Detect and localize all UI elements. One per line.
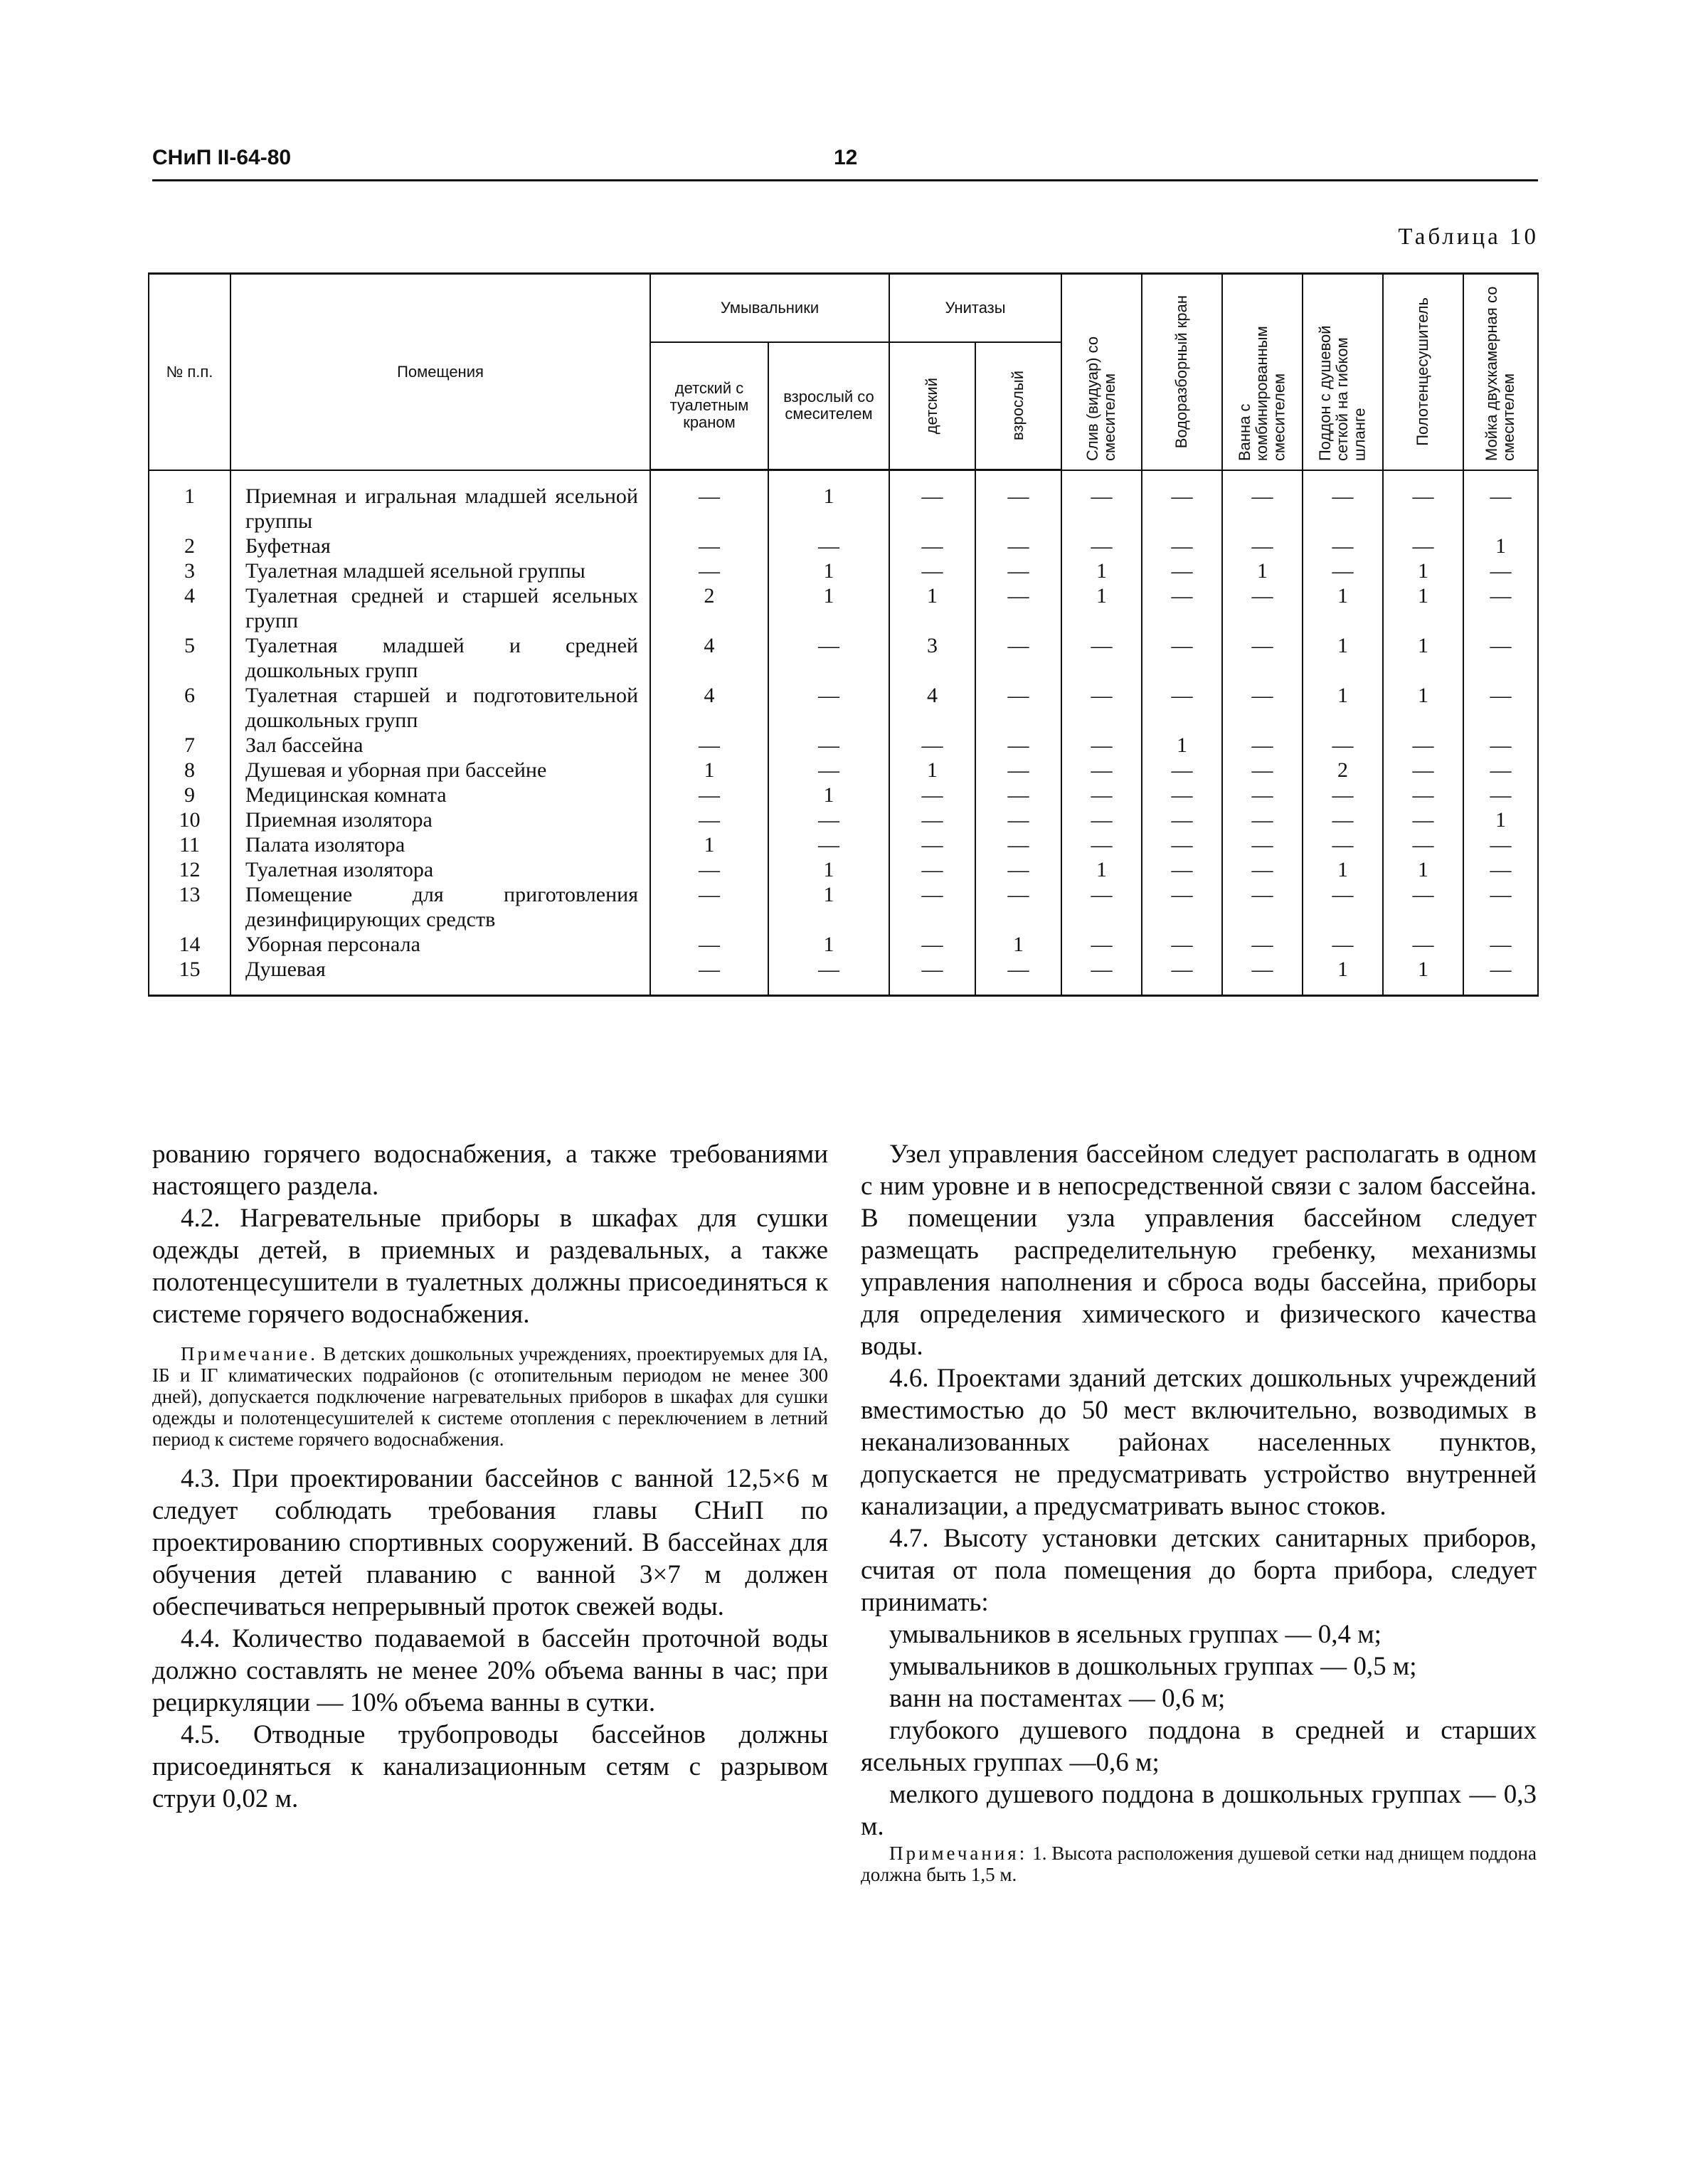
list-item: глубокого душевого поддона в средней и старших ясельных группах —0,6 м; xyxy=(861,1716,1537,1777)
cell: 1 xyxy=(1463,534,1538,558)
cell: 1 xyxy=(1061,558,1142,583)
cell: — xyxy=(1222,633,1303,683)
cell: — xyxy=(650,733,768,758)
header-rule xyxy=(152,179,1538,181)
header-room: Помещения xyxy=(230,274,650,470)
cell: — xyxy=(1222,534,1303,558)
header-drain-text: Слив (видуар) со смесителем xyxy=(1083,336,1119,461)
room-name: Туалетная старшей и подготовительной дошкольных групп xyxy=(230,683,650,733)
cell: 4 xyxy=(650,683,768,733)
room-name: Туалетная младшей ясельной группы xyxy=(230,558,650,583)
cell: — xyxy=(975,832,1061,857)
header-toilet-adult xyxy=(975,342,1061,470)
paragraph-4-5: 4.5. Отводные трубопроводы бассейнов должны присоединяться к канализационным сетям с разрывом струи 0,02 м. xyxy=(152,1720,828,1813)
header-bath-text: Ванна с комбинированным смесителем xyxy=(1236,326,1288,461)
row-number: 10 xyxy=(149,807,230,832)
cell: 4 xyxy=(650,633,768,683)
right-column xyxy=(861,1138,1537,1898)
table-row xyxy=(149,807,1538,832)
table-row xyxy=(149,470,1538,534)
cell: — xyxy=(1222,857,1303,882)
cell: — xyxy=(975,857,1061,882)
cell: 1 xyxy=(1303,633,1383,683)
cell: — xyxy=(1303,783,1383,807)
cell: — xyxy=(1061,957,1142,996)
table-caption: Таблица 10 xyxy=(1398,224,1539,250)
row-number: 13 xyxy=(149,882,230,932)
list-item: ванн на постаментах — 0,6 м; xyxy=(889,1684,1226,1713)
cell: — xyxy=(975,633,1061,683)
fixtures-table xyxy=(148,272,1539,997)
row-number: 4 xyxy=(149,583,230,633)
room-name: Туалетная младшей и средней дошкольных групп xyxy=(230,633,650,683)
header-towel-text: Полотенцесушитель xyxy=(1414,297,1432,447)
cell: — xyxy=(975,783,1061,807)
header-tray xyxy=(1303,274,1383,470)
table-body xyxy=(149,470,1538,996)
room-name: Буфетная xyxy=(230,534,650,558)
cell: — xyxy=(1303,832,1383,857)
cell: — xyxy=(1383,470,1463,534)
cell: — xyxy=(1061,783,1142,807)
cell: — xyxy=(1303,534,1383,558)
cell: 1 xyxy=(975,932,1061,957)
cell: — xyxy=(975,470,1061,534)
cell: — xyxy=(975,683,1061,733)
cell: 1 xyxy=(1383,857,1463,882)
cell: — xyxy=(1061,807,1142,832)
header-num: № п.п. xyxy=(149,274,230,470)
table-row xyxy=(149,882,1538,932)
row-number: 14 xyxy=(149,932,230,957)
cell: — xyxy=(1222,783,1303,807)
room-name: Палата изолятора xyxy=(230,832,650,857)
page-number: 12 xyxy=(834,146,858,169)
paragraph-4-3: 4.3. При проектировании бассейнов с ванной 12,5×6 м следует соблюдать требования главы СНиП по проектированию спортивных сооружений. В бассейнах для обучения детей плаванию с ванной 3×7 м должен обеспечиваться непрерывный проток свежей воды. xyxy=(152,1464,828,1621)
cell: — xyxy=(1463,882,1538,932)
header-tap xyxy=(1142,274,1222,470)
cell: 1 xyxy=(1061,857,1142,882)
cell: — xyxy=(975,583,1061,633)
cell: — xyxy=(1303,733,1383,758)
cell: — xyxy=(975,758,1061,783)
cell: — xyxy=(1463,733,1538,758)
left-column xyxy=(152,1138,828,1815)
header-toilet-adult-text: взрослый xyxy=(1009,371,1027,441)
table-row xyxy=(149,957,1538,996)
room-name: Туалетная средней и старшей ясельных групп xyxy=(230,583,650,633)
cell: — xyxy=(1463,633,1538,683)
room-name: Душевая xyxy=(230,957,650,996)
cell: — xyxy=(1142,857,1222,882)
row-number: 3 xyxy=(149,558,230,583)
cell: 1 xyxy=(1463,807,1538,832)
cell: — xyxy=(1061,733,1142,758)
cell: — xyxy=(1463,857,1538,882)
cell: — xyxy=(1222,882,1303,932)
cell: 1 xyxy=(1222,558,1303,583)
cell: 1 xyxy=(1303,583,1383,633)
room-name: Зал бассейна xyxy=(230,733,650,758)
cell: 1 xyxy=(768,470,889,534)
cell: — xyxy=(1303,470,1383,534)
header-toilets: Унитазы xyxy=(889,274,1061,342)
table-row xyxy=(149,932,1538,957)
room-name: Душевая и уборная при бассейне xyxy=(230,758,650,783)
list-item: умывальников в ясельных группах — 0,4 м; xyxy=(889,1620,1382,1649)
cell: — xyxy=(889,857,975,882)
row-number: 9 xyxy=(149,783,230,807)
cell: 1 xyxy=(768,583,889,633)
cell: — xyxy=(1142,683,1222,733)
cell: — xyxy=(768,633,889,683)
paragraph-4-7: 4.7. Высоту установки детских санитарных приборов, считая от пола помещения до борта прибора, следует принимать: xyxy=(861,1524,1537,1617)
cell: — xyxy=(1142,932,1222,957)
cell: 2 xyxy=(1303,758,1383,783)
cell: 1 xyxy=(768,783,889,807)
cell: — xyxy=(650,857,768,882)
cell: — xyxy=(650,957,768,996)
cell: — xyxy=(1222,832,1303,857)
notes xyxy=(861,1843,1537,1885)
cell: 1 xyxy=(1383,683,1463,733)
cell: — xyxy=(650,882,768,932)
row-number: 1 xyxy=(149,470,230,534)
cell: — xyxy=(1061,470,1142,534)
cell: 1 xyxy=(650,758,768,783)
paragraph-pool-control: Узел управления бассейном следует располагать в одном с ним уровне и в непосредственной связи с залом бассейна. В помещении узла управления бассейном следует размещать распределительную гребенку, механизмы управления наполнения и сброса воды бассейна, приборы для определения химического и физического качества воды. xyxy=(861,1140,1537,1361)
header-washbasins: Умывальники xyxy=(650,274,889,342)
header-toilet-child xyxy=(889,342,975,470)
cell: — xyxy=(1142,832,1222,857)
cell: — xyxy=(1142,633,1222,683)
header-sink xyxy=(1463,274,1538,470)
cell: — xyxy=(1222,932,1303,957)
table-row xyxy=(149,583,1538,633)
room-name: Медицинская комната xyxy=(230,783,650,807)
row-number: 6 xyxy=(149,683,230,733)
cell: — xyxy=(1142,470,1222,534)
cell: 1 xyxy=(1303,683,1383,733)
table-row xyxy=(149,633,1538,683)
cell: — xyxy=(1061,932,1142,957)
header-tap-text: Водоразборный кран xyxy=(1172,295,1191,449)
notes-text: 1. Высота расположения душевой сетки над днищем поддона должна быть 1,5 м. xyxy=(861,1843,1537,1885)
cell: — xyxy=(975,733,1061,758)
cell: — xyxy=(1061,534,1142,558)
cell: — xyxy=(1222,583,1303,633)
cell: — xyxy=(1383,832,1463,857)
cell: — xyxy=(889,558,975,583)
cell: — xyxy=(1142,807,1222,832)
cell: — xyxy=(889,832,975,857)
cell: 4 xyxy=(889,683,975,733)
cell: — xyxy=(1303,882,1383,932)
table-row xyxy=(149,783,1538,807)
table-row xyxy=(149,758,1538,783)
cell: — xyxy=(975,882,1061,932)
cell: — xyxy=(768,733,889,758)
cell: — xyxy=(975,558,1061,583)
cell: — xyxy=(1303,932,1383,957)
row-number: 8 xyxy=(149,758,230,783)
cell: 1 xyxy=(889,583,975,633)
cell: — xyxy=(889,783,975,807)
cell: 1 xyxy=(889,758,975,783)
cell: — xyxy=(768,832,889,857)
room-name: Приемная изолятора xyxy=(230,807,650,832)
notes-label: Примечания: xyxy=(889,1843,1028,1864)
table-row xyxy=(149,534,1538,558)
cell: — xyxy=(1383,783,1463,807)
cell: — xyxy=(650,807,768,832)
cell: — xyxy=(1222,683,1303,733)
paragraph-4-2: 4.2. Нагревательные приборы в шкафах для сушки одежды детей, в приемных и раздевальных, а также полотенцесушители в туалетных должны присоединяться к системе горячего водоснабжения. xyxy=(152,1204,828,1329)
cell: 2 xyxy=(650,583,768,633)
cell: — xyxy=(1142,882,1222,932)
header-tray-text: Поддон с душевой сеткой на гибком шланге xyxy=(1316,325,1369,461)
cell: 1 xyxy=(768,558,889,583)
cell: — xyxy=(650,783,768,807)
room-name: Приемная и игральная младшей ясельной группы xyxy=(230,470,650,534)
cell: — xyxy=(1061,633,1142,683)
cell: — xyxy=(889,807,975,832)
cell: 1 xyxy=(1061,583,1142,633)
header-toilet-child-text: детский xyxy=(923,377,941,434)
cell: — xyxy=(975,807,1061,832)
cell: — xyxy=(1303,558,1383,583)
cell: — xyxy=(889,470,975,534)
cell: — xyxy=(1061,832,1142,857)
cell: — xyxy=(1142,534,1222,558)
cell: — xyxy=(650,534,768,558)
room-name: Уборная персонала xyxy=(230,932,650,957)
cell: 1 xyxy=(1383,583,1463,633)
cell: — xyxy=(1383,534,1463,558)
cell: — xyxy=(1222,733,1303,758)
fixtures-table-wrap xyxy=(148,272,1535,997)
cell: — xyxy=(1061,683,1142,733)
cell: — xyxy=(1222,470,1303,534)
list-item: умывальников в дошкольных группах — 0,5 м; xyxy=(889,1652,1417,1681)
cell: — xyxy=(1142,583,1222,633)
cell: — xyxy=(1303,807,1383,832)
paragraph-continuation: рованию горячего водоснабжения, а также требованиями настоящего раздела. xyxy=(152,1140,828,1201)
cell: — xyxy=(1142,783,1222,807)
row-number: 5 xyxy=(149,633,230,683)
cell: — xyxy=(650,470,768,534)
cell: — xyxy=(889,733,975,758)
cell: — xyxy=(1222,758,1303,783)
cell: 1 xyxy=(650,832,768,857)
note-text: В детских дошкольных учреждениях, проектируемых для IA, IБ и IГ климатических подрайонов (с отопительным периодом не менее 300 дней), допускается подключение нагревательных приборов в шкафах для сушки одежды и полотенцесушителей к системе отопления с переключением в летний период к системе горячего водоснабжения. xyxy=(152,1343,828,1450)
table-row xyxy=(149,558,1538,583)
table-row xyxy=(149,832,1538,857)
document-code: СНиП II-64-80 xyxy=(152,146,292,169)
cell: 3 xyxy=(889,633,975,683)
cell: — xyxy=(889,932,975,957)
cell: 1 xyxy=(1383,558,1463,583)
page-header xyxy=(152,146,1538,183)
cell: — xyxy=(1463,758,1538,783)
cell: — xyxy=(1463,558,1538,583)
note xyxy=(152,1343,828,1450)
cell: — xyxy=(1061,758,1142,783)
cell: — xyxy=(889,882,975,932)
paragraph-4-4: 4.4. Количество подаваемой в бассейн проточной воды должно составлять не менее 20% объема ванны в час; при рециркуляции — 10% объема ванны в сутки. xyxy=(152,1624,828,1717)
cell: 1 xyxy=(1303,957,1383,996)
cell: 1 xyxy=(768,857,889,882)
row-number: 15 xyxy=(149,957,230,996)
room-name: Помещение для приготовления дезинфицирующих средств xyxy=(230,882,650,932)
cell: — xyxy=(768,807,889,832)
header-drain xyxy=(1061,274,1142,470)
cell: — xyxy=(889,534,975,558)
table-row xyxy=(149,683,1538,733)
table-row xyxy=(149,857,1538,882)
cell: 1 xyxy=(1142,733,1222,758)
row-number: 11 xyxy=(149,832,230,857)
cell: — xyxy=(1383,882,1463,932)
cell: — xyxy=(1463,957,1538,996)
cell: — xyxy=(889,957,975,996)
cell: — xyxy=(1142,758,1222,783)
row-number: 7 xyxy=(149,733,230,758)
cell: 1 xyxy=(1383,957,1463,996)
cell: — xyxy=(768,758,889,783)
header-towel xyxy=(1383,274,1463,470)
cell: 1 xyxy=(768,882,889,932)
cell: — xyxy=(768,683,889,733)
cell: 1 xyxy=(1303,857,1383,882)
room-name: Туалетная изолятора xyxy=(230,857,650,882)
paragraph-4-6: 4.6. Проектами зданий детских дошкольных учреждений вместимостью до 50 мест включительно, возводимых в неканализованных районах населенных пунктов, допускается не предусматривать устройство внутренней канализации, а предусматривать вынос стоков. xyxy=(861,1364,1537,1521)
table-row xyxy=(149,733,1538,758)
cell: — xyxy=(1061,882,1142,932)
cell: 1 xyxy=(768,932,889,957)
cell: — xyxy=(1463,932,1538,957)
header-washbasin-child: детский с туалетным краном xyxy=(650,342,768,470)
cell: — xyxy=(1463,470,1538,534)
cell: — xyxy=(1142,558,1222,583)
cell: 1 xyxy=(1383,633,1463,683)
cell: — xyxy=(1222,957,1303,996)
header-washbasin-adult: взрослый со смесителем xyxy=(768,342,889,470)
cell: — xyxy=(768,534,889,558)
list-item: мелкого душевого поддона в дошкольных группах — 0,3 м. xyxy=(861,1780,1537,1841)
cell: — xyxy=(1463,583,1538,633)
cell: — xyxy=(1142,957,1222,996)
cell: — xyxy=(650,932,768,957)
cell: — xyxy=(1222,807,1303,832)
cell: — xyxy=(975,957,1061,996)
cell: — xyxy=(768,957,889,996)
cell: — xyxy=(650,558,768,583)
header-sink-text: Мойка двухкамерная со смесителем xyxy=(1483,286,1518,461)
cell: — xyxy=(1383,932,1463,957)
note-label: Примечание. xyxy=(181,1343,319,1364)
cell: — xyxy=(1383,733,1463,758)
cell: — xyxy=(1463,783,1538,807)
row-number: 12 xyxy=(149,857,230,882)
header-bath xyxy=(1222,274,1303,470)
cell: — xyxy=(1463,832,1538,857)
cell: — xyxy=(1383,807,1463,832)
row-number: 2 xyxy=(149,534,230,558)
cell: — xyxy=(975,534,1061,558)
cell: — xyxy=(1383,758,1463,783)
cell: — xyxy=(1463,683,1538,733)
